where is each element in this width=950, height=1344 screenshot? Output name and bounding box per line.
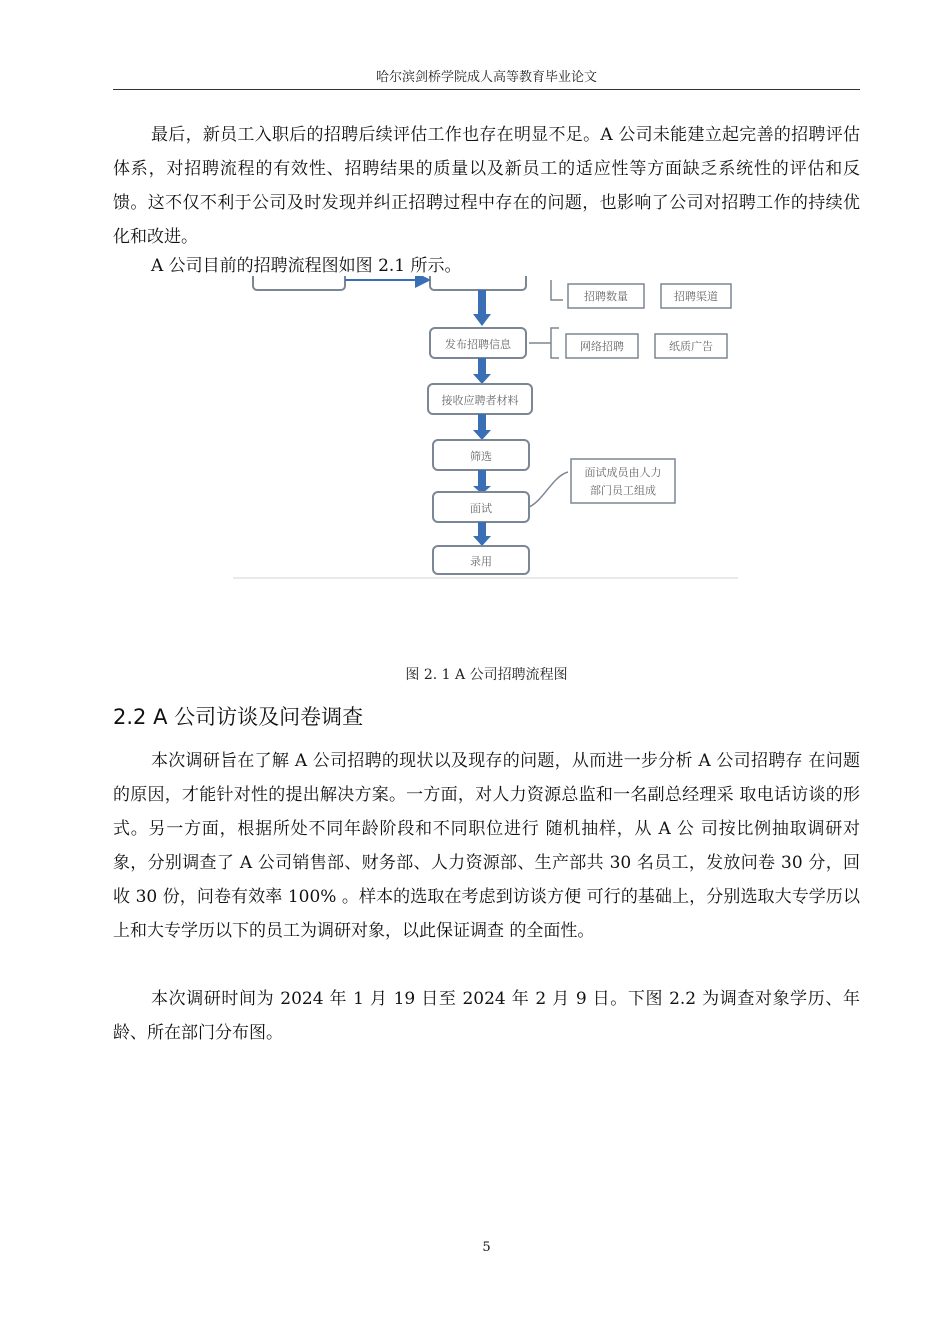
flow-step-publish-label: 发布招聘信息 [445, 338, 511, 351]
online-recruit-label: 网络招聘 [580, 340, 624, 353]
paragraph-2: A 公司目前的招聘流程图如图 2.1 所示。 [151, 256, 462, 276]
figure-caption: 图 2. 1 A 公司招聘流程图 [405, 667, 568, 683]
paper-ad-label: 纸质广告 [669, 340, 713, 353]
paragraph-1: 最后，新员工入职后的招聘后续评估工作也存在明显不足。A 公司未能建立起完善的招聘评估体系，对招聘流程的有效性、招聘结果的质量以及新员工的适应性等方面缺乏系统性的评估和反馈。这不仅不利于公司及时发现并纠正招聘过程中存在的问题，也影响了公司对招聘工作的持续优化和改进。 [113, 125, 860, 247]
recruit-count-label: 招聘数量 [584, 290, 628, 303]
interview-note-line-1: 面试成员由人力 [584, 466, 662, 479]
cropped-top-left-box [253, 276, 345, 290]
flow-step-screen-label: 筛选 [470, 450, 492, 463]
flow-step-interview-label: 面试 [470, 502, 492, 515]
flow-step-receive-label: 接收应聘者材料 [441, 394, 519, 407]
paragraph-4: 本次调研时间为 2024 年 1 月 19 日至 2024 年 2 月 9 日。下图 2.2 为调查对象学历、年 龄、所在部门分布图。 [113, 989, 860, 1043]
section-title: 2.2 A 公司访谈及问卷调查 [113, 705, 364, 729]
interview-note-line-2: 部门员工组成 [590, 484, 656, 497]
recruit-channel-label: 招聘渠道 [674, 290, 718, 303]
header-rule [113, 89, 860, 90]
paragraph-3: 本次调研旨在了解 A 公司招聘的现状以及现存的问题，从而进一步分析 A 公司招聘存 在问题的原因，才能针对性的提出解决方案。一方面，对人力资源总监和一名副总经理采 取电话访谈的形式。另一方面，根据所处不同年龄阶段和不同职位进行 随机抽样，从 A 公 司按比例抽取调研对象，分别调查了 A 公司销售部、财务部、人力资源部、生产部共 30 名员工，发放问卷 30 分，回收 30 份，问卷有效率 100% 。样本的选取在考虑到访谈方便 可行的基础上，分别选取大专学历以上和大专学历以下的员工为调研对象，以此保证调查 的全面性。 [113, 751, 860, 941]
flow-step-hire-label: 录用 [470, 555, 492, 568]
recruitment-flowchart [233, 276, 738, 579]
running-header: 哈尔滨剑桥学院成人高等教育毕业论文 [375, 70, 597, 85]
cropped-top-center-box [430, 276, 526, 290]
page-number: 5 [482, 1240, 491, 1255]
